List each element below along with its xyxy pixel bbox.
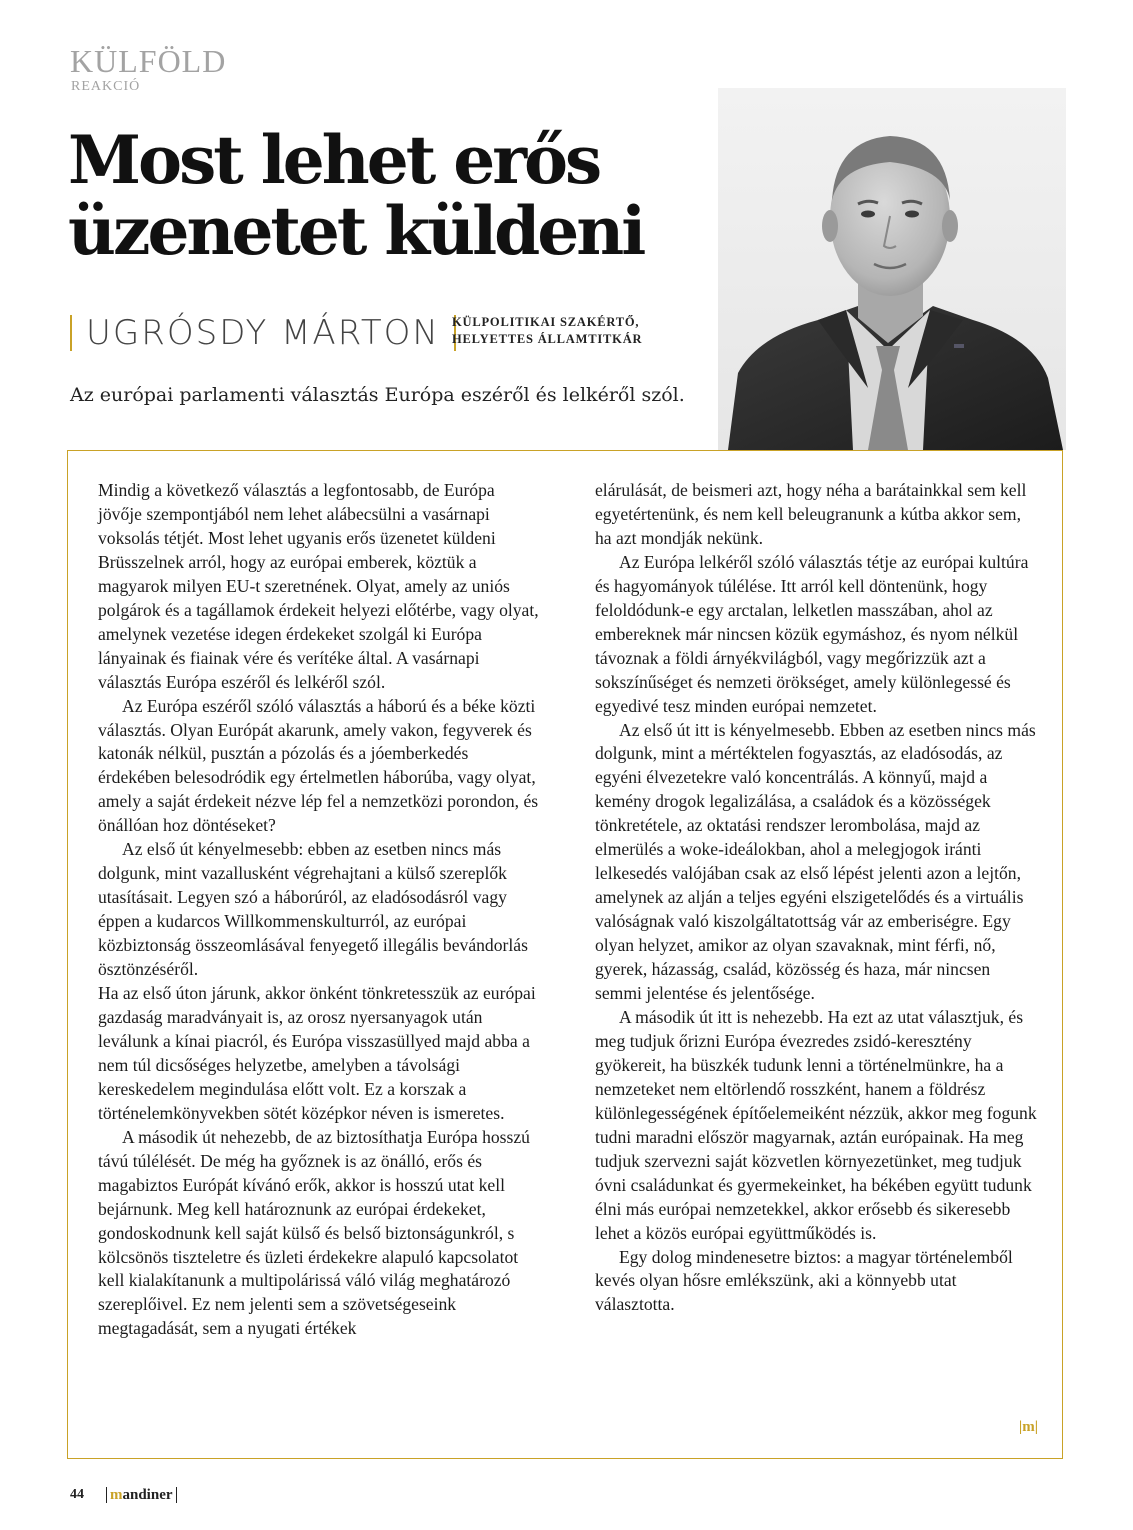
paragraph: A második út nehezebb, de az biztosíthatja Európa hosszú távú túlélését. De még ha győznek is az önálló, erős és magabiztos Európát kívánó erők, akkor is hosszú utat kell bejárnunk. Meg kell határoznunk az európai érdekeket, gondoskodnunk kell saját külső és belső biztonságunkról, s kölcsönös tiszteletre és üzleti érdekekre alapuló kapcsolatot kell kialakítanunk a multipolárissá váló világ meghatározó szereplőivel. Ez nem jelenti sem a szövetségeseink megtagadását, sem a nyugati értékek: [98, 1126, 530, 1339]
portrait-photo: [718, 88, 1066, 450]
brand-logo-m: m: [110, 1487, 123, 1503]
subsection-label: REAKCIÓ: [71, 79, 141, 94]
author-portrait: [718, 88, 1066, 450]
page-number: 44: [70, 1487, 84, 1502]
author-name: UGRÓSDY MÁRTON: [86, 313, 440, 353]
headline-line-2: üzenetet küldeni: [68, 192, 644, 270]
headline-line-1: Most lehet erős: [68, 121, 600, 199]
page-footer: [70, 1487, 177, 1503]
paragraph: Ha az első úton járunk, akkor önként tönkretesszük az európai gazdaság maradványait is, az orosz nyersanyagok után leválunk a kínai piacról, és Európa visszasüllyed majd abba a nem túl dicsőséges helyzetbe, amelyben a távolsági kereskedelem megindulása előtt volt. Ez a korszak a történelemkönyvekben sötét középkor néven is ismeretes.: [98, 983, 536, 1123]
paragraph: Az első út kényelmesebb: ebben az esetben nincs más dolgunk, mint vazallusként végrehajtani a külső szereplők utasításait. Legyen szó a háborúról, az eladósodásról vagy éppen a kudarcos Willkommenskulturról, az európai közbiztonság összeomlásával fenyegető illegális bevándorlás ösztönzéséről.: [98, 839, 528, 980]
paragraph: Az Európa eszéről szóló választás a háború és a béke közti választás. Olyan Európát akarunk, amely vakon, fegyverek és katonák nélkül, pusztán a pózolás és a jóemberkedés érdekében belesodródik egy értelmetlen háborúba, vagy olyat, amely a saját érdekeit nézve lép fel a nemzetközi porondon, és önállóan hoz döntéseket?: [98, 695, 539, 836]
author-role-line-2: HELYETTES ÁLLAMTITKÁR: [452, 332, 643, 346]
author-role-line-1: KÜLPOLITIKAI SZAKÉRTŐ,: [452, 315, 640, 329]
brand-logo: [106, 1487, 177, 1503]
lead-paragraph: Az európai parlamenti választás Európa eszéről és lelkéről szól.: [70, 384, 685, 406]
paragraph: Egy dolog mindenesetre biztos: a magyar történelemből kevés olyan hősre emlékszünk, aki a könnyebb utat választotta.: [595, 1246, 1013, 1315]
paragraph: elárulását, de beismeri azt, hogy néha a barátainkkal sem kell egyetértenünk, és nem kell beleugranunk a kútba akkor sem, ha azt mondják nekünk.: [595, 480, 1027, 548]
byline: [70, 313, 456, 353]
paragraph: Mindig a következő választás a legfontosabb, de Európa jövője szempontjából nem lehet alábecsülni a vasárnapi voksolás tétjét. Most lehet ugyanis erős üzenetet küldeni Brüsszelnek arról, hogy az európai emberek, köztük a magyarok milyen EU-t szeretnének. Olyat, amely az uniós polgárok és a tagállamok érdekeit helyezi előtérbe, vagy olyat, amelynek vezetése idegen érdekeket szolgál ki Európa lányainak és fiainak vére és verítéke által. A vasárnapi választás Európa eszéről és lelkéről szól.: [98, 480, 539, 692]
paragraph: Az első út itt is kényelmesebb. Ebben az esetben nincs más dolgunk, mint a mértéktelen fogyasztás, az eladósodás, az egyéni élvezetekre való koncentrálás. A könnyű, majd a kemény drogok legalizálása, a családok és a közösségek tönkretétele, az oktatási rendszer lerombolása, majd az elmerülés a woke-ideálokban, ahol a melegjogok iránti lelkesedés valójában csak az első lépést jelenti azon a lejtőn, amelynek az alján a teljes egyéni elszigetelődés és a virtuális valóságnak való kiszolgáltatottság vár az emberiségre. Egy olyan helyzet, amikor az olyan szavaknak, mint férfi, nő, gyerek, házasság, család, közösség és haza, már nincsen semmi jelentése és jelentősége.: [595, 719, 1036, 1004]
article-body: [67, 450, 1063, 1459]
brand-logo-rest: andiner: [122, 1487, 173, 1503]
paragraph: A második út itt is nehezebb. Ha ezt az utat választjuk, és meg tudjuk őrizni Európa évezredes zsidó-keresztény gyökereit, ha büszkék tudunk lenni a történelmünkre, ha a nemzeteket nem eltörlendő rosszként, hanem a földrész különlegességének építőelemeiként nézzük, akkor meg fogunk tudni maradni először magyarnak, aztán európainak. Ha meg tudjuk szervezni saját közvetlen környezetünket, meg tudjuk óvni családunkat és gyermekeinket, ha békében együtt tudunk élni más európai nemzetekkel, akkor erősebb és sikeresebb lehet a közös európai együttműködés is.: [595, 1006, 1037, 1243]
headline: [68, 121, 708, 270]
article-column-left: [98, 479, 541, 1341]
end-mark: |m|: [1018, 1419, 1038, 1435]
author-role: [452, 314, 642, 348]
paragraph: Az Európa lelkéről szóló választás tétje az európai kultúra és hagyományok túlélése. Itt arról kell döntenünk, hogy feloldódunk-e egy arctalan, lelketlen masszában, ahol az embereknek már nincsen közük egymáshoz, és nyom nélkül távoznak a földi árnyékvilágból, vagy megőrizzük azt a sokszínűséget és nemzeti örökséget, amely különlegessé és egyedivé tesz minden európai nemzetet.: [595, 551, 1029, 716]
article-column-right: [595, 479, 1038, 1317]
section-label: KÜLFÖLD: [70, 43, 227, 79]
byline-divider-left: [70, 315, 72, 351]
